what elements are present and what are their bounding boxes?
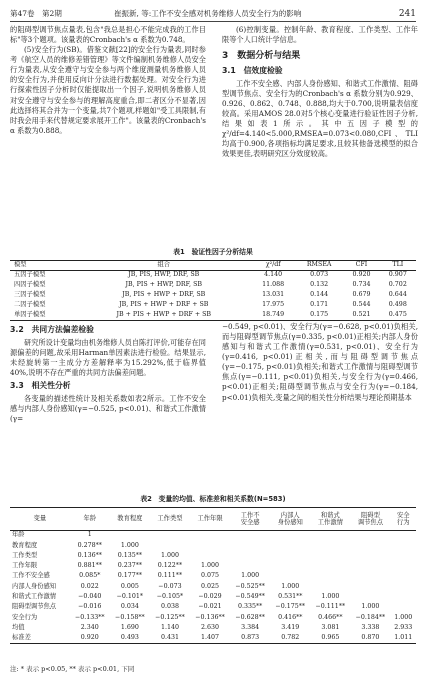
table-row [10,311,416,321]
table-cell: 0.171 [310,301,329,309]
table-cell: 0.498 [388,301,407,309]
table-cell [190,531,230,541]
table-cell [310,582,350,592]
table-header-cell: 内部人 身份感知 [270,508,310,531]
table-cell [230,561,270,571]
table-cell: −0.105* [156,593,184,601]
table-cell [390,582,416,592]
table-cell: JB, PIS + HWP, DRF, SB [125,281,203,289]
table-cell: 1.000 [281,582,300,590]
table-cell: 阻碍型调节焦点 [12,603,57,611]
table-cell [350,551,390,561]
table-row [10,572,416,582]
table-header-cell: 工作年限 [190,508,230,531]
table-cell [390,551,416,561]
table-cell: −0.158** [115,613,145,621]
table-row [10,561,416,571]
table-row [10,592,416,602]
table-cell: 1.000 [160,551,179,559]
table-cell: 0.644 [388,291,407,299]
table-cell [310,551,350,561]
table-cell: 1.000 [241,572,260,580]
table-row [10,613,416,623]
table-cell: 工作不安全感 [12,572,50,580]
table-cell: 0.782 [270,633,310,643]
table-cell: 0.531** [278,593,303,601]
table-cell: 0.920 [70,633,110,643]
right-column-bottom [222,322,418,403]
table-cell: 0.870 [350,633,390,643]
table-cell: 三因子模型 [14,291,46,299]
table-cell [390,592,416,602]
table-cell [190,541,230,551]
table-header-cell: CFI [343,261,379,271]
table-cell: −0.073 [158,582,182,590]
table-cell: 0.085* [79,572,101,580]
table-cell: 2.340 [80,623,99,631]
page-number: 241 [398,9,416,19]
table-cell: 0.416** [278,613,303,621]
paragraph: 研究所设计变量均由机务维修人员自陈打评价,可能存在同源偏差的问题,故采用Harman单因素法进行检验。结果显示,未经旋转第一主成分方差解释率为15.292%,低于临界值40%,说明不存在严重的共同方法偏差问题。 [10,337,206,378]
table-cell: 标准差 [10,633,70,643]
table-cell: 0.734 [352,281,371,289]
table-cell: 2.630 [201,623,220,631]
paragraph: 的阻碍型调节焦点量表,包含"我总是担心不能完成我的工作目标"等3个题项。该量表的Cronbach's α 系数为0.748。 [10,25,206,45]
table-cell: 0.005 [120,582,139,590]
subsection-heading: 3.1 信效度检验 [222,65,283,75]
table-cell: 0.144 [310,291,329,299]
table-cell: 1.000 [120,541,139,549]
table-cell: 2.933 [394,623,413,631]
table-cell [230,541,270,551]
table-cell: 13.031 [262,291,285,299]
table-cell: 0.034 [120,603,139,611]
paragraph: 工作不安全感、内部人身份感知、和谐式工作激情、阻碍型调节焦点、安全行为的Cronbach's α 系数分别为0.929、0.926、0.862、0.748、0.888,均大于0.700,说明量表信度较高。采用AMOS 28.0对5个核心变量进行验证性因子分析,结果如表1所示。其中五因子模型的χ²/df=4.140<5.000,RMSEA=0.073<0.080,CFI、TLI均高于0.900,各项指标均满足要求,且较其他备选模型的拟合效果更佳,表明研究区分效度较高。 [222,78,418,159]
table-cell: 教育程度 [12,541,38,549]
table-row [10,603,416,613]
table-cell: 0.111** [157,572,183,580]
section-heading: 3 数据分析与结果 [222,51,301,62]
table-row [10,531,416,541]
table-cell: 0.873 [230,633,270,643]
table-cell: 0.702 [388,281,407,289]
table-cell [150,541,190,551]
table-cell: 1.000 [321,593,340,601]
table-cell: 0.679 [352,291,371,299]
table-cell: −0.101* [116,593,144,601]
paragraph: −0.549, p<0.01)、安全行为(γ=−0.628, p<0.01)负相关,而与阻碍型调节焦点(γ=0.335, p<0.01)正相关;内部人身份感知与和谐式工作激情(γ=0.531, p<0.01)、安全行为(γ=0.416, p<0.01)正相关,而与阻碍型调节焦点(γ=−0.175, p<0.01)负相关;和谐式工作激情与阻碍型调节焦点(γ=−0.111, p<0.01)负相关,与安全行为(γ=0.466, p<0.01)正相关;阻碍型调节焦点与安全行为(γ=−0.184, p<0.01)负相关,变量之间的相关性分析结果与理论预期基本 [222,322,418,402]
table-cell: 0.544 [352,301,371,309]
table-cell: 0.278** [77,541,102,549]
table-cell [150,531,190,541]
table-cell [270,551,310,561]
table-cell [230,531,270,541]
left-column-top [10,25,206,136]
table1-caption: 表1 验证性因子分析结果 [173,248,253,256]
table-cell: 均值 [12,623,25,631]
table-cell: JB, PIS + HWP + DRF, SB [122,291,206,299]
table-header-cell: χ²/df [251,261,295,271]
table-cell: 11.088 [262,281,285,289]
table-row [10,633,416,643]
table-cell [270,541,310,551]
table-cell: 0.475 [380,311,416,321]
table-header-cell: 年龄 [70,508,110,531]
table-cell: 0.075 [201,572,220,580]
paragraph: (6)控制变量。控制年龄、教育程度、工作类型、工作年限等个人口统计学信息。 [222,25,418,45]
table-cell: 4.140 [264,271,283,279]
table2-caption: 表2 变量的均值、标准差和相关系数(N=583) [140,495,286,503]
table-cell: 1.140 [160,623,179,631]
table-cell [310,531,350,541]
table-cell: 0.136** [77,551,102,559]
table-header-cell: 变量 [10,508,70,531]
table-cell [390,572,416,582]
table-cell: −0.136** [195,613,225,621]
table-header-cell: TLI [380,261,416,271]
table-cell [390,531,416,541]
table-cell: −0.125** [155,613,185,621]
table-cell: 1.000 [394,613,413,621]
table-cell: 1 [87,531,92,539]
table-cell: 1.407 [190,633,230,643]
table-cell: JB, PIS + HWP + DRF + SB [119,301,209,309]
table-cell: −0.133** [74,613,105,621]
table-cell: 3.081 [321,623,340,631]
table-cell: JB, PIS, HWP, DRF, SB [128,271,200,279]
table-cell: −0.029 [198,593,222,601]
table-cell [350,572,390,582]
table-cell: 17.975 [262,301,285,309]
table-header-cell: 工作不 安全感 [230,508,270,531]
table-cell [350,541,390,551]
table-row [10,271,416,281]
table-cell: 年龄 [12,531,25,539]
table-header-cell: 和谐式 工作激情 [310,508,350,531]
table-row [10,551,416,561]
table-cell: 0.038 [160,603,179,611]
table-row [10,541,416,551]
table-cell: 0.881** [77,562,102,570]
page-header [10,9,416,22]
table-cell [350,531,390,541]
table-cell: 和谐式工作激情 [12,593,57,601]
table-cell [390,541,416,551]
table-cell [350,582,390,592]
table-cell [390,561,416,571]
table-cell: −0.184** [355,613,386,621]
table-cell [350,561,390,571]
table-note: 注: * 表示 p<0.05, ** 表示 p<0.01, 下同 [10,665,135,673]
table-cell: 工作类型 [12,551,38,559]
table-cell [270,572,310,582]
table-cell: 1.011 [390,633,416,643]
table1 [10,260,416,321]
table-cell: 二因子模型 [14,301,46,309]
table-cell: 0.431 [150,633,190,643]
table-cell [230,551,270,561]
table-cell: JB + PIS + HWP + DRF + SB [76,311,251,321]
table-header-cell: 组合 [76,261,251,271]
table-cell: 3.338 [361,623,380,631]
paragraph: (5)安全行为(SB)。借鉴文献[22]的安全行为量表,同时参考《航空人员的维修差错管理》等文件编制机务维修人员安全行为量表,从安全遵守与安全参与两个维度测量机务维修人员的安全行为,并使用反向计分法进行数据处理。对安全行为进行探索性因子分析时仅能提取出一个因子,说明机务维修人员对安全遵守与安全参与的理解高度重合,即二者区分不显著,因此选择将其合并为一个变量,共7个题项,样题如"受工具限制,有时我会用手来代替规定要求展开工作"。该量表的Cronbach's α 系数为0.888。 [10,45,206,135]
table-cell: 内部人身份感知 [12,582,57,590]
table-cell: −0.016 [78,603,102,611]
table-cell: 1.000 [201,562,220,570]
table-header-cell: 模型 [10,261,76,271]
table-cell: 0.237** [117,562,143,570]
table-cell: 1.690 [120,623,139,631]
table-cell: −0.175** [275,603,306,611]
right-column-top [222,25,418,159]
table-cell: −0.111** [315,603,346,611]
table-cell: 单因子模型 [10,311,76,321]
table-cell: 0.907 [388,271,407,279]
table-header-cell: 教育程度 [110,508,150,531]
table-cell: 3.384 [241,623,260,631]
table2 [10,507,416,644]
left-column-bottom [10,322,206,424]
running-title: 崔振新, 等:工作不安全感对机务维修人员安全行为的影响 [114,9,302,18]
table-row [10,301,416,311]
table-cell: 0.022 [80,582,99,590]
subsection-heading: 3.2 共同方法偏差检验 [10,325,94,334]
table-cell [350,592,390,602]
table-cell: 0.521 [343,311,379,321]
table-header-cell: RMSEA [295,261,343,271]
table-cell: 安全行为 [12,613,38,621]
table-cell: 0.493 [110,633,150,643]
table-cell: 0.920 [352,271,371,279]
table-cell [190,551,230,561]
table-cell: 五因子模型 [14,271,46,279]
table-cell: 0.122** [157,562,183,570]
table-cell [390,603,416,613]
table-cell: 1.000 [361,603,380,611]
table-cell [310,541,350,551]
table-cell: 0.177** [117,572,143,580]
table-row [10,623,416,633]
table-cell: 0.073 [310,271,329,279]
table-row [10,582,416,592]
table-cell [310,561,350,571]
table-header-cell: 安全 行为 [390,508,416,531]
table-cell: 0.135** [117,551,143,559]
table-cell: −0.525** [235,582,265,590]
table-row [10,291,416,301]
table-cell: 0.175 [295,311,343,321]
paragraph: 各变量的描述性统计及相关系数如表2所示。工作不安全感与内部人身份感知(γ=−0.525, p<0.01)、和谐式工作激情(γ= [10,394,206,424]
table-cell [270,561,310,571]
table-cell: 18.749 [251,311,295,321]
table-row [10,281,416,291]
table-cell: −0.628** [235,613,265,621]
table-cell: 0.335** [237,603,263,611]
table-cell [310,572,350,582]
table-cell: 0.965 [310,633,350,643]
table-cell: −0.549** [235,593,265,601]
table-cell: 0.466** [318,613,343,621]
table-cell: −0.021 [198,603,222,611]
journal-issue: 第47卷 第2期 [10,9,62,18]
table-cell: 四因子模型 [14,281,46,289]
table-cell: −0.040 [78,593,102,601]
table-cell: 0.132 [310,281,329,289]
table-header-cell: 阻碍型 调节焦点 [350,508,390,531]
table-cell: 工作年限 [12,562,38,570]
table-cell [270,531,310,541]
subsection-heading: 3.3 相关性分析 [10,381,71,391]
table-cell [110,531,150,541]
table-header-cell: 工作类型 [150,508,190,531]
table-cell: 3.419 [281,623,300,631]
table-cell: 0.025 [201,582,220,590]
